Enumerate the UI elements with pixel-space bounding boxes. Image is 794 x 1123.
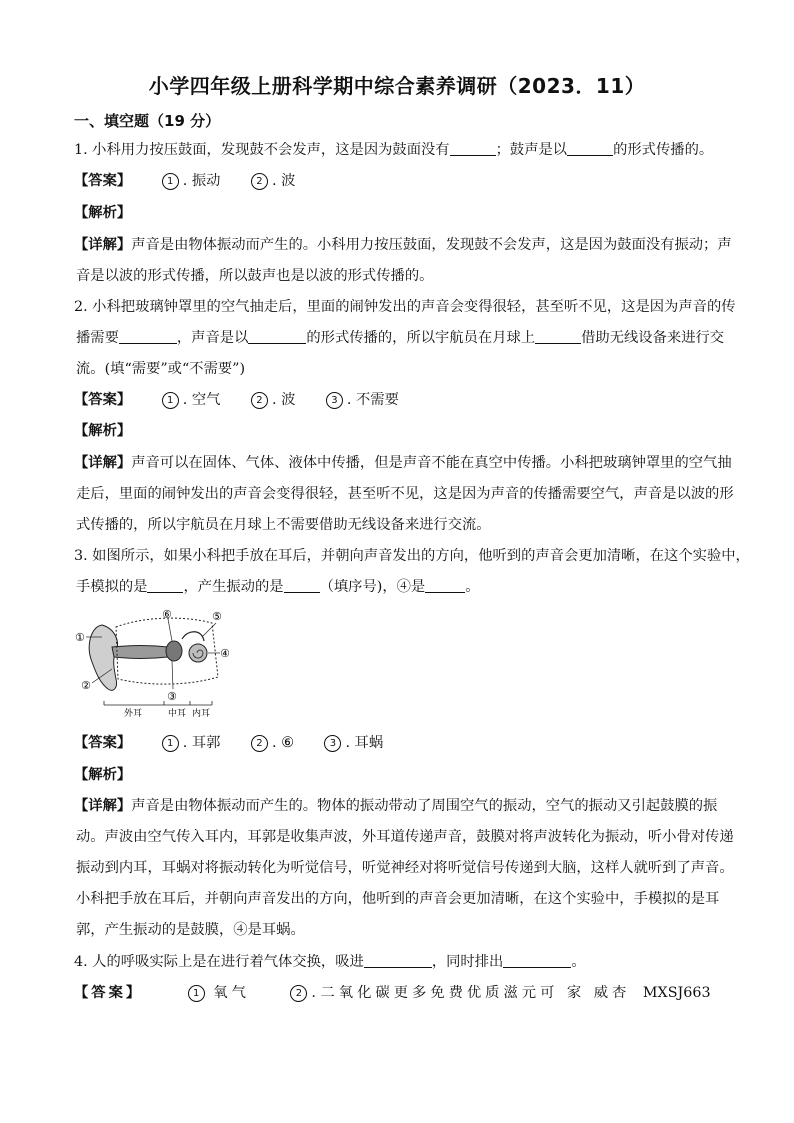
circled-number: 2 xyxy=(251,173,268,190)
circled-number: 1 xyxy=(162,173,179,190)
middle-ear-shape xyxy=(166,641,182,661)
detail-3-line-4: 小科把手放在耳后，并朝向声音发出的方向，他听到的声音会更加清晰，在这个实验中，手模拟的是耳 xyxy=(76,891,720,907)
circled-number: 2 xyxy=(251,392,268,409)
analysis-tag-3: 【解析】 xyxy=(74,767,132,783)
answer-item: 2 . 波 xyxy=(251,171,295,191)
answer-row-1 xyxy=(74,171,734,191)
answer-blank xyxy=(425,578,465,593)
circled-number: 3 xyxy=(324,735,341,752)
answer-row-3: 【答案】 1 . 耳郭 2 . ⑥ 3 . 耳蜗 xyxy=(74,735,384,751)
callout-line xyxy=(172,661,173,689)
detail-3-line-1: 【详解】声音是由物体振动而产生的。物体的振动带动了周围空气的振动，空气的振动又引起鼓膜的振 xyxy=(74,798,718,814)
analysis-tag-1: 【解析】 xyxy=(74,205,132,221)
circled-number: 3 xyxy=(326,392,343,409)
pinna-shape xyxy=(89,625,117,690)
detail-2-line-3: 式传播的，所以宇航员在月球上不需要借助无线设备来进行交流。 xyxy=(76,517,491,533)
answer-item: 2 . ⑥ xyxy=(251,733,294,753)
question-4: 4. 人的呼吸实际上是在进行着气体交换，吸进 ，同时排出 。 xyxy=(74,954,586,970)
watermark-code: MXSJ663 xyxy=(642,985,711,1001)
answer-item: 2 . 二氧化碳更多免费优质滋元可 家 威杏 xyxy=(290,983,630,1003)
answer-tag: 【答案】 xyxy=(74,173,132,189)
ear-canal-shape xyxy=(112,646,168,659)
detail-3-line-3: 振动到内耳，耳蜗对将振动转化为听觉信号，听觉神经对将听觉信号传递到大脑，这样人就听到了声音。 xyxy=(76,860,734,876)
answer-item: 1 氧气 xyxy=(188,983,250,1003)
answer-item: 1 . 振动 xyxy=(162,171,221,191)
detail-1-line-1: 【详解】声音是由物体振动而产生的。小科用力按压鼓面，发现鼓不会发声，这是因为鼓面没有振动；声 xyxy=(74,237,732,253)
analysis-tag-2: 【解析】 xyxy=(74,423,132,439)
detail-3-line-2: 动。声波由空气传入耳内，耳郭是收集声波，外耳道传递声音，鼓膜对将声波转化为振动，听小骨对传递 xyxy=(76,829,734,845)
callout-line xyxy=(202,623,216,637)
answer-blank xyxy=(364,953,432,968)
question-3-line-1: 3. 如图所示，如果小科把手放在耳后，并朝向声音发出的方向，他听到的声音会更加清晰，在这个实验中， xyxy=(74,548,750,564)
ear-diagram xyxy=(72,607,242,717)
answer-item: 2 . 波 xyxy=(251,390,295,410)
figure-label: ① xyxy=(75,631,85,644)
detail-2-line-2: 走后，里面的闹钟发出的声音会变得很轻，甚至听不见，这是因为声音的传播需要空气，声音是以波的形 xyxy=(76,486,734,502)
detail-3-line-5: 郭，产生振动的是鼓膜，④是耳蜗。 xyxy=(76,922,305,938)
figure-label: ⑥ xyxy=(162,608,172,621)
circled-number: 2 xyxy=(290,985,307,1002)
figure-label: ④ xyxy=(220,647,230,660)
circled-number: 1 xyxy=(188,985,205,1002)
answer-blank xyxy=(147,578,183,593)
answer-blank xyxy=(450,141,496,156)
answer-item: 3 . 不需要 xyxy=(326,390,399,410)
figure-label: ② xyxy=(81,679,91,692)
answer-blank xyxy=(503,953,571,968)
circled-number: 2 xyxy=(251,735,268,752)
section-heading: 一、填空题（19 分） xyxy=(74,112,221,130)
callout-line xyxy=(168,619,172,641)
figure-label: ③ xyxy=(167,690,177,703)
question-3-line-2: 手模拟的是 ，产生振动的是 （填序号)，④是 。 xyxy=(76,579,480,595)
question-2-line-3: 流。(填“需要”或“不需要”) xyxy=(76,361,246,377)
answer-row-2: 【答案】 1 . 空气 2 . 波 3 . 不需要 xyxy=(74,392,399,408)
region-label: 外耳 xyxy=(124,709,143,717)
answer-blank xyxy=(535,329,581,344)
answer-item: 3 . 耳蜗 xyxy=(324,733,383,753)
answer-item: 1 . 耳郭 xyxy=(162,733,221,753)
answer-blank xyxy=(119,329,177,344)
semicircular-canal xyxy=(182,632,204,641)
answer-row-4: 【答案】 1 氧气 2 . 二氧化碳更多免费优质滋元可 家 威杏 MXSJ663 xyxy=(74,985,711,1001)
answer-item: 1 . 空气 xyxy=(162,390,221,410)
region-label: 中耳 xyxy=(168,709,187,717)
circled-number: 1 xyxy=(162,392,179,409)
cochlea-shape xyxy=(189,644,207,662)
circled-number: 1 xyxy=(162,735,179,752)
answer-blank xyxy=(567,141,613,156)
answer-blank xyxy=(284,578,320,593)
page-title: 小学四年级上册科学期中综合素养调研（2023．11） xyxy=(148,74,646,98)
question-2-line-2: 播需要 ，声音是以 的形式传播的，所以宇航员在月球上 借助无线设备来进行交 xyxy=(76,330,725,346)
detail-2-line-1: 【详解】声音可以在固体、气体、液体中传播，但是声音不能在真空中传播。小科把玻璃钟罩里的空气抽 xyxy=(74,455,732,471)
region-label: 内耳 xyxy=(192,709,211,717)
answer-blank xyxy=(248,329,306,344)
question-2-line-1: 2. 小科把玻璃钟罩里的空气抽走后，里面的闹钟发出的声音会变得很轻，甚至听不见，这是因为声音的传 xyxy=(74,299,736,315)
question-1: 1. 小科用力按压鼓面，发现鼓不会发声，这是因为鼓面没有 ；鼓声是以 的形式传播的。 xyxy=(74,142,714,158)
figure-label: ⑤ xyxy=(212,610,222,623)
detail-1-line-2: 音是以波的形式传播，所以鼓声也是以波的形式传播的。 xyxy=(76,268,434,284)
